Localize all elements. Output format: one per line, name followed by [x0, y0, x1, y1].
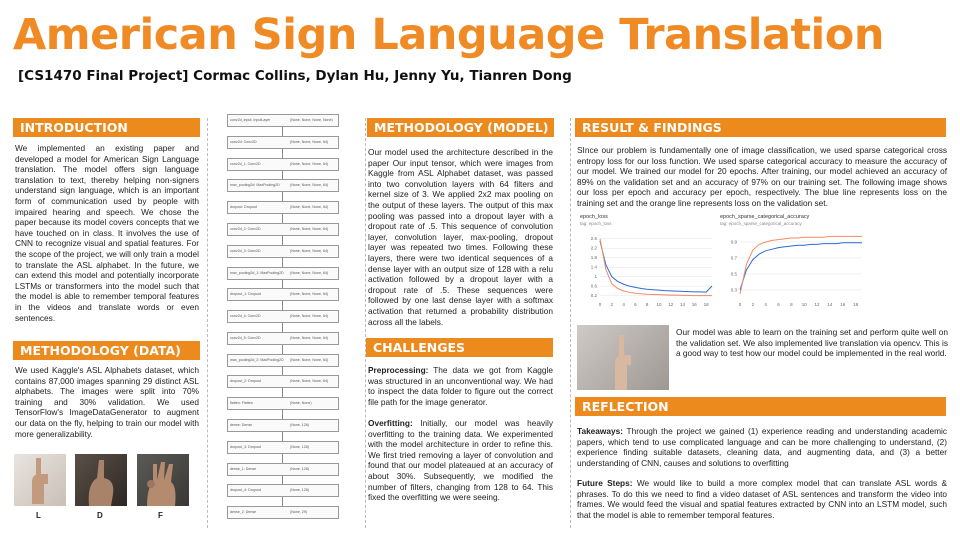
results-text: SInce our problem is fundamentally one of image classification, we used sparse categorical cross entropy loss for our loss function. We used sparse categorical accuracy to measure the accuracy of our model. We trained our model for 20 epochs. After training, our model achieved an accuracy of 89% on the validation set and an accuracy of 97% on our training set. The following image shows our loss per epoch and accuracy per epoch, respectively. The blue line represents loss on the training set and the orange line represents loss on the validation set.: [577, 145, 947, 208]
column-divider: [570, 118, 571, 528]
x-tick-label: 10: [656, 302, 662, 307]
model-layer-name: dropout_2: Dropout: [230, 379, 261, 384]
loss-chart-svg: [578, 212, 718, 312]
model-layer-box: [227, 114, 339, 127]
model-layer-name: max_pooling2d_1: MaxPooling2D: [230, 270, 284, 275]
introduction-header: INTRODUCTION: [13, 118, 200, 137]
model-layer-shape: (None, 29): [290, 510, 307, 515]
x-tick-label: 16: [691, 302, 697, 307]
asl-letter-d-image: [75, 454, 127, 506]
overfitting-lead: Overfitting:: [368, 418, 413, 428]
model-layer-name: conv2d_3: Conv2D: [230, 248, 261, 253]
y-tick-label: 2.6: [590, 236, 597, 242]
model-layer-box: [227, 223, 339, 236]
methodology-data-header: METHODOLOGY (DATA): [13, 341, 200, 360]
model-layer-name: dense_2: Dense: [230, 510, 257, 515]
model-layer-shape: (None, None, None, 64): [290, 292, 329, 297]
model-layer-arrow: [282, 432, 283, 441]
model-layer-box: [227, 158, 339, 171]
y-tick-label: 0.3: [730, 287, 737, 293]
model-layer-arrow: [282, 323, 283, 332]
x-tick-label: 14: [827, 302, 833, 307]
preprocessing-lead: Preprocessing:: [368, 365, 429, 375]
model-layer-box: [227, 245, 339, 258]
model-layer-name: conv2d: Conv2D: [230, 139, 257, 144]
introduction-text: We implemented an existing paper and developed a model for American Sign Language translation. The model offers sign language translation to text, thereby helping non-signers understand sign language, which is an important form of communication used by people with impaired hearing and speech. We chose the paper because its model covers concepts that we have touched on in class. It involves the use of CNN to recognize visual and spatial features. For the scope of the project, we will only train a model to translate the ASL alphabet. In the future, we can extend this model and potentially incorporate LSTMs or transformers into the model such that the model is able to remember temporal features in the videos and translate words or even sentences.: [15, 143, 199, 323]
series-line-0: [600, 241, 712, 292]
x-tick-label: 14: [680, 302, 686, 307]
letter-f-label: F: [158, 511, 163, 520]
x-tick-label: 10: [801, 302, 807, 307]
model-layer-arrow: [282, 367, 283, 376]
model-layer-shape: (None, None, None, 64): [290, 379, 329, 384]
model-layer-shape: (None, None, None, 64): [290, 314, 329, 319]
model-layer-shape: (None, 128): [290, 444, 309, 449]
y-tick-label: 0.6: [590, 283, 597, 289]
takeaways-lead: Takeaways:: [577, 426, 623, 436]
model-layer-box: [227, 441, 339, 454]
model-layer-name: max_pooling2d_2: MaxPooling2D: [230, 357, 284, 362]
takeaways-text: Through the project we gained (1) experience reading and understanding academic papers, which tend to use complicated language and can be more challenging to understand, (2) experience finding suitable datasets, cleaning data, and augmenting data, and (3) a better understanding of CNN, causes and solutions to overfitting: [577, 426, 947, 468]
model-layer-box: [227, 354, 339, 367]
x-tick-label: 18: [703, 302, 709, 307]
model-layer-box: [227, 310, 339, 323]
model-layer-name: dense: Dense: [230, 423, 253, 428]
model-layer-name: conv2d_2: Conv2D: [230, 226, 261, 231]
accuracy-chart-subtitle: tag: epoch_sparse_categorical_accuracy: [720, 221, 802, 226]
column-divider: [207, 118, 208, 528]
model-layer-shape: (None, None, None, 64): [290, 335, 329, 340]
x-tick-label: 8: [790, 302, 793, 307]
x-tick-label: 8: [645, 302, 649, 307]
poster-title: American Sign Language Translation: [13, 10, 884, 60]
live-translation-text: Our model was able to learn on the training set and perform quite well on the validation set. We also implemented live translation via opencv. This is a good way to test how our model could be implemented in the real world.: [676, 327, 948, 359]
model-layer-box: [227, 375, 339, 388]
authors-line: [CS1470 Final Project] Cormac Collins, Dylan Hu, Jenny Yu, Tianren Dong: [18, 68, 572, 84]
x-tick-label: 2: [610, 302, 614, 307]
model-layer-box: [227, 179, 339, 192]
model-layer-arrow: [282, 127, 283, 136]
letter-l-label: L: [36, 511, 41, 520]
loss-chart-title: epoch_loss: [580, 214, 608, 220]
model-layer-arrow: [282, 192, 283, 201]
model-layer-arrow: [282, 280, 283, 289]
y-tick-label: 1: [594, 274, 597, 280]
model-layer-name: dense_1: Dense: [230, 466, 257, 471]
model-layer-arrow: [282, 476, 283, 485]
future-steps-lead: Future Steps:: [577, 478, 633, 488]
overfitting-text: Initially, our model was heavily overfitting to the training data. We experimented with the model architecture in order to refine this. We first tried removing a layer of convolution and found that our model plateaued at an accuracy of about 30%. Subsequently, we modified the number of filters, changing from 128 to 64. This fixed the overfitting we were seeing.: [368, 418, 553, 503]
model-layer-arrow: [282, 236, 283, 245]
methodology-data-text: We used Kaggle's ASL Alphabets dataset, which contains 87,000 images spanning 29 distinct ASL alphabets. The images were split into 70% training and 30% validation. We used TensorFlow's ImageDataGenerator to augment our data on the fly, helping to train our model with more generalizability.: [15, 365, 199, 439]
model-summary-diagram: [212, 114, 362, 528]
model-layer-shape: (None, None, None, 64): [290, 357, 329, 362]
accuracy-chart-title: epoch_sparse_categorical_accuracy: [720, 214, 810, 220]
model-layer-name: conv2d_input: InputLayer: [230, 118, 271, 122]
y-tick-label: 0.2: [590, 293, 597, 299]
x-tick-label: 4: [764, 302, 767, 307]
model-layer-shape: (None, None): [290, 401, 312, 406]
letter-d-label: D: [97, 511, 103, 520]
accuracy-chart: [718, 212, 868, 312]
column-divider: [365, 118, 366, 528]
model-layer-arrow: [282, 171, 283, 180]
y-tick-label: 1.8: [590, 255, 597, 261]
model-layer-arrow: [282, 497, 283, 506]
loss-chart: [578, 212, 718, 312]
accuracy-chart-svg: [718, 212, 868, 312]
y-tick-label: 0.7: [730, 255, 737, 261]
model-layer-name: conv2d_1: Conv2D: [230, 161, 261, 166]
model-layer-arrow: [282, 410, 283, 419]
model-layer-arrow: [282, 149, 283, 158]
model-layer-box: [227, 201, 339, 214]
x-tick-label: 0: [738, 302, 742, 307]
model-layer-name: flatten: Flatten: [230, 401, 253, 406]
model-layer-shape: (None, None, None, 64): [290, 248, 329, 253]
x-tick-label: 12: [668, 302, 674, 307]
model-layer-arrow: [282, 258, 283, 267]
methodology-model-header: METHODOLOGY (MODEL): [367, 118, 554, 137]
model-layer-name: conv2d_4: Conv2D: [230, 314, 261, 319]
model-layer-shape: (None, None, None, 64): [290, 226, 329, 231]
x-tick-label: 6: [634, 302, 637, 307]
model-layer-shape: (None, None, None, 64): [290, 270, 329, 275]
model-layer-box: [227, 267, 339, 280]
model-layer-arrow: [282, 301, 283, 310]
y-tick-label: 0.9: [730, 239, 737, 245]
future-steps-text: We would like to build a more complex model that can translate ASL words & phrases. To do this we need to find a video dataset of ASL sentences and transform the video into frames. We would feed the visual and spatial features extracted by CNN into an LSTM model, such that the model is able to remember temporal features.: [577, 478, 947, 520]
model-layer-box: [227, 506, 339, 519]
model-layer-arrow: [282, 454, 283, 463]
model-layer-arrow: [282, 345, 283, 354]
challenges-header: CHALLENGES: [366, 338, 553, 357]
live-translation-image: [577, 325, 669, 390]
model-layer-name: dropout: Dropout: [230, 205, 257, 210]
model-layer-name: dropout_4: Dropout: [230, 488, 261, 493]
model-layer-shape: (None, None, None, 64): [290, 183, 329, 188]
methodology-model-text: Our model used the architecture described in the paper Our input tensor, which were images from Kaggle from ASL Alphabet dataset, was passed into two convolution layers with 64 filters and kernel size of 3. We applied 2x2 max pooling on the output of these layers. The output of this max pooling was passed into a dropout layer with a dropout rate of .5. This sequence of convolution layer, convolution layer, max-pooling, dropout layer was repeated two times. Following these layers, there were two identical sequences of a dense layer with an output size of 128 with a relu activation followed by a dropout layer with a dropout rate of .5. These sequences were followed by one last dense layer with a softmax activation that returned a probability distribution across all the labels.: [368, 147, 553, 327]
asl-letter-f-image: [137, 454, 189, 506]
model-layer-shape: (None, None, None, 64): [290, 205, 329, 210]
model-layer-box: [227, 463, 339, 476]
results-header: RESULT & FINDINGS: [575, 118, 946, 137]
x-tick-label: 18: [853, 302, 859, 307]
model-layer-box: [227, 136, 339, 149]
model-layer-name: dropout_3: Dropout: [230, 444, 261, 449]
model-layer-box: [227, 419, 339, 432]
model-layer-shape: (None, 128): [290, 423, 309, 428]
x-tick-label: 12: [814, 302, 820, 307]
takeaways-paragraph: [577, 426, 947, 468]
x-tick-label: 2: [751, 302, 755, 307]
preprocessing-text: The data we got from Kaggle was structured in an unconventional way. We had to inspect the data folder to figure out the correct file path for the image generator.: [368, 365, 553, 407]
x-tick-label: 16: [840, 302, 846, 307]
model-layer-shape: (None, None, None, None): [290, 118, 333, 122]
model-layer-name: dropout_1: Dropout: [230, 292, 261, 297]
loss-chart-subtitle: tag: epoch_loss: [580, 221, 612, 226]
preprocessing-paragraph: [368, 365, 553, 407]
model-layer-box: [227, 484, 339, 497]
model-layer-arrow: [282, 388, 283, 397]
y-tick-label: 1.4: [590, 264, 597, 270]
overfitting-paragraph: [368, 418, 553, 503]
model-layer-box: [227, 332, 339, 345]
y-tick-label: 0.5: [730, 271, 737, 277]
model-layer-box: [227, 288, 339, 301]
future-steps-paragraph: [577, 478, 947, 520]
model-layer-name: conv2d_5: Conv2D: [230, 335, 261, 340]
asl-letter-l-image: [14, 454, 66, 506]
reflection-header: REFLECTION: [575, 397, 946, 416]
series-line-0: [740, 243, 862, 290]
x-tick-label: 4: [622, 302, 625, 307]
model-layer-arrow: [282, 214, 283, 223]
y-tick-label: 2.2: [590, 245, 597, 251]
x-tick-label: 6: [777, 302, 780, 307]
model-layer-shape: (None, None, None, 64): [290, 139, 329, 144]
model-layer-shape: (None, None, None, 64): [290, 161, 329, 166]
model-layer-name: max_pooling2d: MaxPooling2D: [230, 183, 280, 188]
model-layer-shape: (None, 128): [290, 466, 309, 471]
model-layer-shape: (None, 128): [290, 488, 309, 493]
model-layer-box: [227, 397, 339, 410]
x-tick-label: 0: [598, 302, 602, 307]
